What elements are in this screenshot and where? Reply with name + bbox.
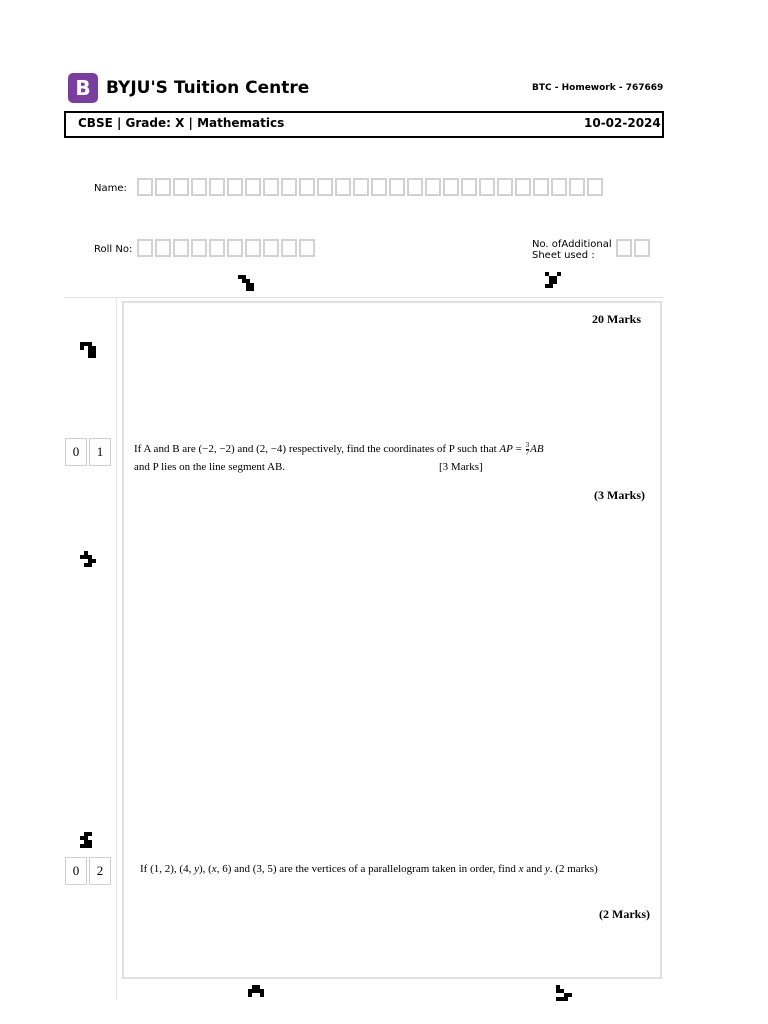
name-letter-box[interactable] xyxy=(353,178,369,196)
question-2-text-part: . (2 marks) xyxy=(549,863,598,875)
homework-id: BTC - Homework - 767669 xyxy=(532,83,664,93)
name-letter-box[interactable] xyxy=(227,178,243,196)
total-marks: 20 Marks xyxy=(592,312,641,326)
question-number-digit: 2 xyxy=(89,857,111,885)
math-var: y xyxy=(194,863,199,875)
scanner-mark-icon xyxy=(556,985,572,1001)
scanner-mark-icon xyxy=(545,272,561,288)
math-var: x xyxy=(518,863,524,875)
name-letter-box[interactable] xyxy=(317,178,333,196)
roll-digit-box[interactable] xyxy=(209,239,225,257)
question-number-digit: 0 xyxy=(65,857,87,885)
additional-sheet-label xyxy=(532,239,612,261)
scanner-mark-icon xyxy=(248,985,264,1001)
question-1-inline-marks: [3 Marks] xyxy=(439,461,483,473)
math-ap: AP xyxy=(499,443,513,455)
math-ab: AB xyxy=(530,443,544,455)
fraction-denominator: 7 xyxy=(525,448,530,457)
name-letter-box[interactable] xyxy=(515,178,531,196)
additional-sheet-label-line2: Sheet used : xyxy=(532,250,595,261)
name-letter-box[interactable] xyxy=(209,178,225,196)
name-letter-box[interactable] xyxy=(425,178,441,196)
name-letter-box[interactable] xyxy=(461,178,477,196)
question-2-text-part: If (1, 2), (4, xyxy=(140,863,195,875)
scanner-mark-icon xyxy=(238,275,254,291)
brand-title: BYJU'S Tuition Centre xyxy=(106,78,310,98)
name-letter-box[interactable] xyxy=(173,178,189,196)
question-number-digit: 0 xyxy=(65,438,87,466)
question-number-digit: 1 xyxy=(89,438,111,466)
byjus-logo: B xyxy=(68,73,98,103)
roll-digit-box[interactable] xyxy=(137,239,153,257)
name-letter-box[interactable] xyxy=(281,178,297,196)
question-1-text xyxy=(134,440,544,458)
roll-digit-box[interactable] xyxy=(227,239,243,257)
name-letter-box[interactable] xyxy=(137,178,153,196)
name-letter-box[interactable] xyxy=(263,178,279,196)
name-letter-box[interactable] xyxy=(533,178,549,196)
name-letter-box[interactable] xyxy=(371,178,387,196)
question-2-text xyxy=(140,860,610,878)
roll-number-field[interactable] xyxy=(137,239,317,257)
scanner-mark-icon xyxy=(80,551,96,567)
name-letter-box[interactable] xyxy=(569,178,585,196)
name-letter-box[interactable] xyxy=(155,178,171,196)
roll-digit-box[interactable] xyxy=(173,239,189,257)
roll-digit-box[interactable] xyxy=(263,239,279,257)
name-letter-box[interactable] xyxy=(335,178,351,196)
date: 10-02-2024 xyxy=(584,116,661,130)
fraction-numerator: 3 xyxy=(525,440,530,449)
name-letter-box[interactable] xyxy=(479,178,495,196)
roll-label: Roll No: xyxy=(94,244,133,255)
sheet-count-box[interactable] xyxy=(634,239,650,257)
fraction xyxy=(526,442,530,457)
name-letter-box[interactable] xyxy=(245,178,261,196)
question-2-text-part: and xyxy=(523,863,545,875)
roll-digit-box[interactable] xyxy=(281,239,297,257)
additional-sheet-label-line1: No. ofAdditional xyxy=(532,239,612,250)
sheet-count-box[interactable] xyxy=(616,239,632,257)
roll-digit-box[interactable] xyxy=(299,239,315,257)
math-var: x xyxy=(211,863,217,875)
name-letter-box[interactable] xyxy=(407,178,423,196)
name-letter-box[interactable] xyxy=(497,178,513,196)
question-1-text-part: and P lies on the line segment AB. xyxy=(134,461,286,473)
name-label: Name: xyxy=(94,183,127,194)
name-letter-box[interactable] xyxy=(299,178,315,196)
divider xyxy=(64,297,664,298)
question-1-text-line2 xyxy=(134,458,604,476)
question-2-text-part: , 6) and (3, 5) are the vertices of a parallelogram taken in order, find xyxy=(216,863,519,875)
question-2-marks: (2 Marks) xyxy=(599,907,650,921)
scanner-mark-icon xyxy=(80,342,96,358)
name-letter-box[interactable] xyxy=(551,178,567,196)
name-letter-box[interactable] xyxy=(389,178,405,196)
math-equals: = xyxy=(512,443,525,455)
name-letter-box[interactable] xyxy=(443,178,459,196)
roll-digit-box[interactable] xyxy=(245,239,261,257)
question-1-marks: (3 Marks) xyxy=(594,488,645,502)
roll-digit-box[interactable] xyxy=(155,239,171,257)
name-letter-box[interactable] xyxy=(587,178,603,196)
subject-line: CBSE | Grade: X | Mathematics xyxy=(78,116,285,130)
roll-digit-box[interactable] xyxy=(191,239,207,257)
name-field[interactable] xyxy=(137,178,605,196)
question-2-text-part: ), ( xyxy=(198,863,212,875)
scanner-mark-icon xyxy=(80,832,96,848)
additional-sheet-field[interactable] xyxy=(616,239,652,257)
name-letter-box[interactable] xyxy=(191,178,207,196)
left-margin-rule xyxy=(116,297,117,999)
question-1-text-part: If A and B are (−2, −2) and (2, −4) respectively, find the coordinates of P such that xyxy=(134,443,500,455)
math-var: y xyxy=(544,863,550,875)
